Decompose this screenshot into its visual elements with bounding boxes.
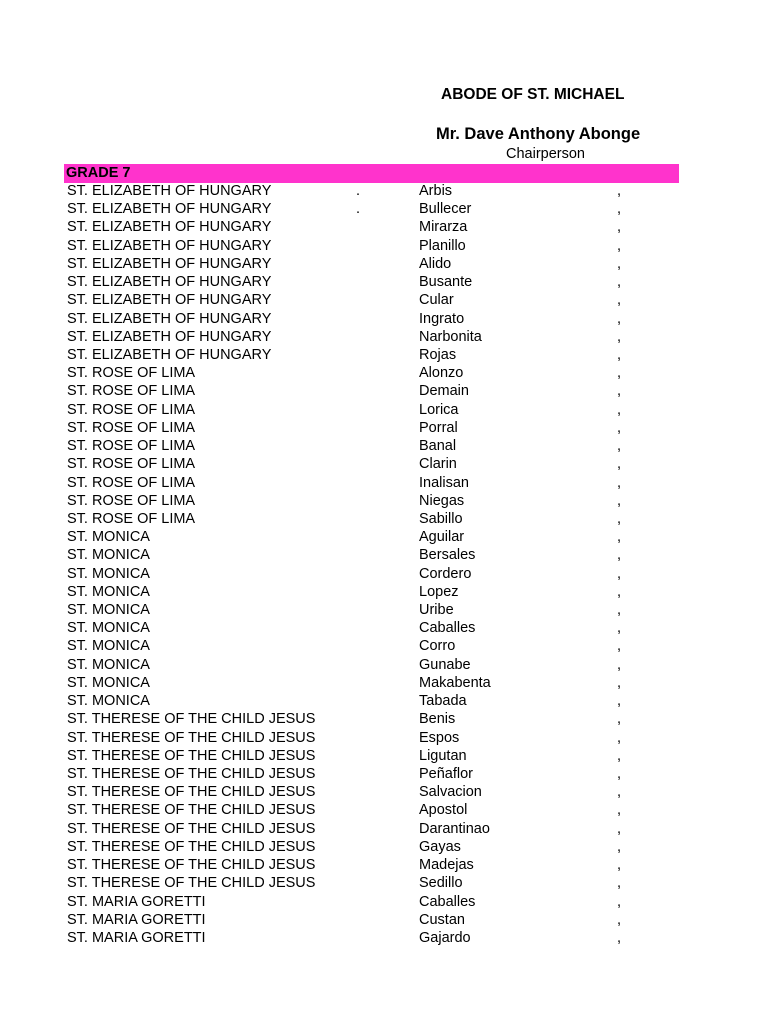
surname-cell: Alonzo <box>419 365 464 382</box>
saint-cell: ST. THERESE OF THE CHILD JESUS <box>67 820 316 837</box>
table-row <box>0 729 768 747</box>
table-row <box>0 364 768 382</box>
comma-cell: , <box>617 401 622 418</box>
table-row <box>0 929 768 947</box>
surname-cell: Benis <box>419 711 456 728</box>
comma-cell: , <box>617 602 622 619</box>
table-row <box>0 801 768 819</box>
table-row <box>0 783 768 801</box>
surname-cell: Corro <box>419 638 456 655</box>
saint-cell: ST. ROSE OF LIMA <box>67 383 196 400</box>
comma-cell: , <box>617 929 622 946</box>
chairperson-role: Chairperson <box>506 146 585 162</box>
saint-cell: ST. THERESE OF THE CHILD JESUS <box>67 766 316 782</box>
table-row <box>0 291 768 309</box>
table-row <box>0 346 768 364</box>
comma-cell: , <box>617 474 622 491</box>
saint-cell: ST. THERESE OF THE CHILD JESUS <box>67 802 316 819</box>
saint-cell: ST. ELIZABETH OF HUNGARY <box>67 292 272 309</box>
comma-cell: , <box>617 547 622 564</box>
surname-cell: Salvacion <box>419 784 482 801</box>
surname-cell: Darantinao <box>419 820 490 837</box>
surname-cell: Porral <box>419 419 458 436</box>
student-list <box>0 182 768 947</box>
comma-cell: , <box>617 857 622 874</box>
page-title: ABODE OF ST. MICHAEL <box>441 86 625 103</box>
table-row <box>0 565 768 583</box>
comma-cell: , <box>617 346 622 363</box>
surname-cell: Uribe <box>419 602 454 619</box>
comma-cell: , <box>617 201 622 218</box>
table-row <box>0 637 768 655</box>
saint-cell: ST. THERESE OF THE CHILD JESUS <box>67 838 316 855</box>
saint-cell: ST. ROSE OF LIMA <box>67 401 196 418</box>
saint-cell: ST. MONICA <box>67 693 150 710</box>
surname-cell: Ingrato <box>419 310 465 327</box>
saint-cell: ST. ROSE OF LIMA <box>67 438 196 455</box>
table-row <box>0 401 768 419</box>
saint-cell: ST. ELIZABETH OF HUNGARY <box>67 274 272 291</box>
saint-cell: ST. ELIZABETH OF HUNGARY <box>67 219 272 236</box>
surname-cell: Planillo <box>419 237 466 254</box>
table-row <box>0 492 768 510</box>
comma-cell: , <box>617 438 622 455</box>
table-row <box>0 328 768 346</box>
surname-cell: Inalisan <box>419 474 469 491</box>
comma-cell: , <box>617 875 622 892</box>
comma-cell: , <box>617 328 622 345</box>
table-row <box>0 528 768 546</box>
surname-cell: Mirarza <box>419 219 468 236</box>
comma-cell: , <box>617 747 622 764</box>
surname-cell: Caballes <box>419 620 476 637</box>
table-row <box>0 838 768 856</box>
comma-cell: , <box>617 365 622 382</box>
saint-cell: ST. MONICA <box>67 620 150 637</box>
surname-cell: Gayas <box>419 838 461 855</box>
comma-cell: , <box>617 529 622 546</box>
saint-cell: ST. ELIZABETH OF HUNGARY <box>67 183 272 199</box>
surname-cell: Bullecer <box>419 201 472 218</box>
table-row <box>0 510 768 528</box>
surname-cell: Peñaflor <box>419 766 474 782</box>
comma-cell: , <box>617 219 622 236</box>
saint-cell: ST. ROSE OF LIMA <box>67 510 196 527</box>
comma-cell: , <box>617 274 622 291</box>
mark-cell: . <box>356 201 361 218</box>
grade-section-header <box>64 164 679 183</box>
comma-cell: , <box>617 820 622 837</box>
saint-cell: ST. ROSE OF LIMA <box>67 456 196 473</box>
comma-cell: , <box>617 492 622 509</box>
surname-cell: Narbonita <box>419 328 482 345</box>
saint-cell: ST. MARIA GORETTI <box>67 929 206 946</box>
comma-cell: , <box>617 729 622 746</box>
surname-cell: Lopez <box>419 583 459 600</box>
surname-cell: Tabada <box>419 693 467 710</box>
comma-cell: , <box>617 802 622 819</box>
saint-cell: ST. MARIA GORETTI <box>67 911 206 928</box>
table-row <box>0 237 768 255</box>
table-row <box>0 820 768 838</box>
comma-cell: , <box>617 383 622 400</box>
surname-cell: Cordero <box>419 565 472 582</box>
saint-cell: ST. ELIZABETH OF HUNGARY <box>67 237 272 254</box>
table-row <box>0 382 768 400</box>
surname-cell: Gajardo <box>419 929 471 946</box>
surname-cell: Alido <box>419 255 452 272</box>
comma-cell: , <box>617 766 622 782</box>
chairperson-name: Mr. Dave Anthony Abonge <box>436 125 641 143</box>
surname-cell: Niegas <box>419 492 465 509</box>
table-row <box>0 546 768 564</box>
comma-cell: , <box>617 711 622 728</box>
comma-cell: , <box>617 255 622 272</box>
table-row <box>0 437 768 455</box>
comma-cell: , <box>617 510 622 527</box>
comma-cell: , <box>617 310 622 327</box>
surname-cell: Caballes <box>419 893 476 910</box>
comma-cell: , <box>617 183 622 199</box>
saint-cell: ST. ELIZABETH OF HUNGARY <box>67 255 272 272</box>
comma-cell: , <box>617 656 622 673</box>
saint-cell: ST. ELIZABETH OF HUNGARY <box>67 310 272 327</box>
surname-cell: Clarin <box>419 456 457 473</box>
saint-cell: ST. MONICA <box>67 674 150 691</box>
surname-cell: Cular <box>419 292 454 309</box>
table-row <box>0 674 768 692</box>
comma-cell: , <box>617 693 622 710</box>
saint-cell: ST. MONICA <box>67 656 150 673</box>
comma-cell: , <box>617 638 622 655</box>
comma-cell: , <box>617 565 622 582</box>
saint-cell: ST. THERESE OF THE CHILD JESUS <box>67 875 316 892</box>
saint-cell: ST. MONICA <box>67 547 150 564</box>
saint-cell: ST. MARIA GORETTI <box>67 893 206 910</box>
surname-cell: Lorica <box>419 401 459 418</box>
saint-cell: ST. THERESE OF THE CHILD JESUS <box>67 711 316 728</box>
comma-cell: , <box>617 674 622 691</box>
surname-cell: Rojas <box>419 346 457 363</box>
surname-cell: Gunabe <box>419 656 471 673</box>
comma-cell: , <box>617 237 622 254</box>
saint-cell: ST. ELIZABETH OF HUNGARY <box>67 328 272 345</box>
saint-cell: ST. THERESE OF THE CHILD JESUS <box>67 857 316 874</box>
table-row <box>0 474 768 492</box>
comma-cell: , <box>617 620 622 637</box>
surname-cell: Makabenta <box>419 674 491 691</box>
saint-cell: ST. MONICA <box>67 565 150 582</box>
surname-cell: Custan <box>419 911 465 928</box>
table-row <box>0 419 768 437</box>
surname-cell: Banal <box>419 438 457 455</box>
mark-cell: . <box>356 183 361 199</box>
comma-cell: , <box>617 456 622 473</box>
grade-label: GRADE 7 <box>66 165 131 181</box>
table-row <box>0 765 768 783</box>
comma-cell: , <box>617 784 622 801</box>
table-row <box>0 893 768 911</box>
saint-cell: ST. ROSE OF LIMA <box>67 492 196 509</box>
saint-cell: ST. MONICA <box>67 638 150 655</box>
table-row <box>0 455 768 473</box>
comma-cell: , <box>617 893 622 910</box>
surname-cell: Aguilar <box>419 529 465 546</box>
surname-cell: Apostol <box>419 802 468 819</box>
surname-cell: Demain <box>419 383 469 400</box>
surname-cell: Sabillo <box>419 510 463 527</box>
table-row <box>0 583 768 601</box>
comma-cell: , <box>617 583 622 600</box>
surname-cell: Busante <box>419 274 473 291</box>
table-row <box>0 601 768 619</box>
comma-cell: , <box>617 292 622 309</box>
saint-cell: ST. ROSE OF LIMA <box>67 365 196 382</box>
surname-cell: Madejas <box>419 857 474 874</box>
saint-cell: ST. MONICA <box>67 583 150 600</box>
table-row <box>0 747 768 765</box>
table-row <box>0 656 768 674</box>
comma-cell: , <box>617 419 622 436</box>
saint-cell: ST. THERESE OF THE CHILD JESUS <box>67 729 316 746</box>
saint-cell: ST. THERESE OF THE CHILD JESUS <box>67 747 316 764</box>
surname-cell: Espos <box>419 729 460 746</box>
table-row <box>0 200 768 218</box>
table-row <box>0 874 768 892</box>
surname-cell: Arbis <box>419 183 453 199</box>
saint-cell: ST. MONICA <box>67 602 150 619</box>
comma-cell: , <box>617 911 622 928</box>
saint-cell: ST. THERESE OF THE CHILD JESUS <box>67 784 316 801</box>
table-row <box>0 710 768 728</box>
comma-cell: , <box>617 838 622 855</box>
saint-cell: ST. ROSE OF LIMA <box>67 474 196 491</box>
surname-cell: Bersales <box>419 547 476 564</box>
table-row <box>0 273 768 291</box>
table-row <box>0 911 768 929</box>
table-row <box>0 692 768 710</box>
surname-cell: Sedillo <box>419 875 463 892</box>
table-row <box>0 255 768 273</box>
table-row <box>0 856 768 874</box>
saint-cell: ST. MONICA <box>67 529 150 546</box>
saint-cell: ST. ROSE OF LIMA <box>67 419 196 436</box>
saint-cell: ST. ELIZABETH OF HUNGARY <box>67 346 272 363</box>
saint-cell: ST. ELIZABETH OF HUNGARY <box>67 201 272 218</box>
table-row <box>0 310 768 328</box>
table-row <box>0 619 768 637</box>
table-row <box>0 182 768 200</box>
table-row <box>0 218 768 236</box>
surname-cell: Ligutan <box>419 747 467 764</box>
